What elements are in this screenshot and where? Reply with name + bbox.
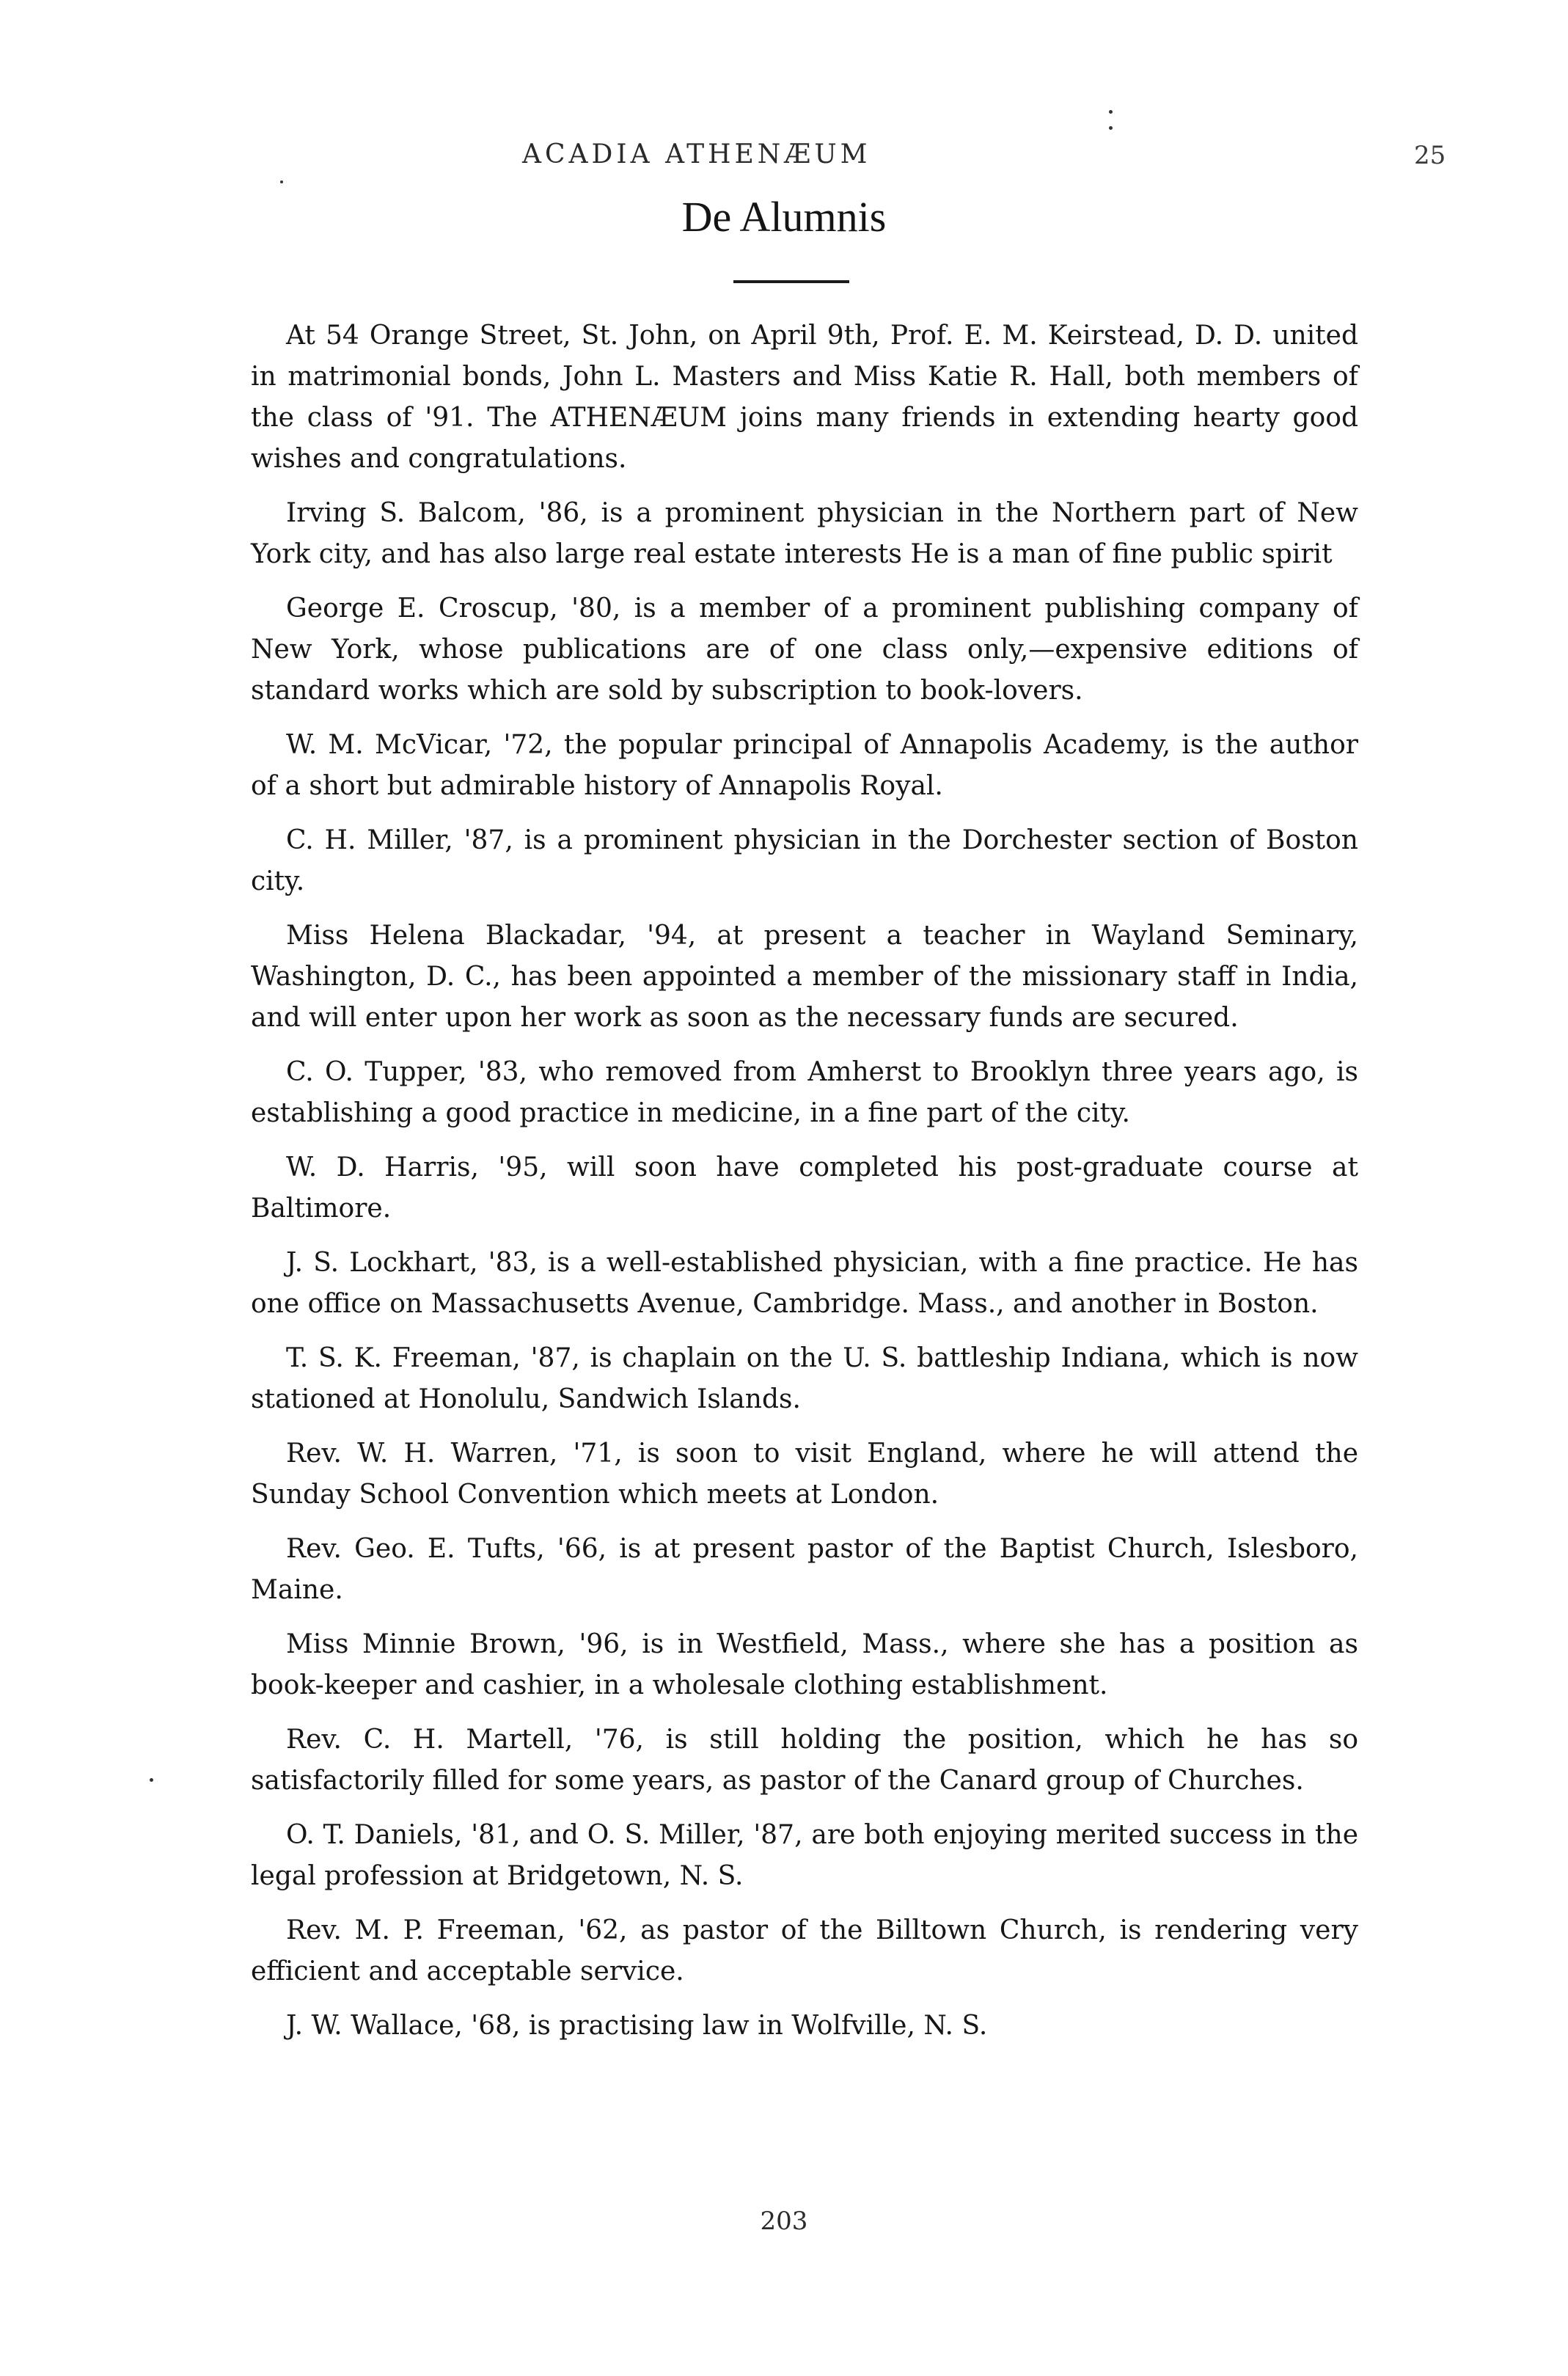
alumni-note: Rev. C. H. Martell, '76, is still holding the position, which he has so satisfactorily filled for some years, as pastor of the Canard group of Churches. [251,1725,1358,1796]
alumni-note: J. W. Wallace, '68, is practising law in Wolfville, N. S. [286,2011,988,2041]
alumni-note: C. O. Tupper, '83, who removed from Amherst to Brooklyn three years ago, is establishing a good practice in medicine, in a fine part of the city. [251,1057,1358,1128]
print-speck [1109,126,1113,130]
print-speck [280,180,283,183]
alumni-note: George E. Croscup, '80, is a member of a prominent publishing company of New York, whose publications are of one class only,—expensive editions of standard works which are sold by subscription to book-lovers. [251,593,1358,706]
alumni-note: Rev. M. P. Freeman, '62, as pastor of the Billtown Church, is rendering very efficient and acceptable service. [251,1915,1358,1986]
alumni-note: Rev. Geo. E. Tufts, '66, is at present pastor of the Baptist Church, Islesboro, Maine. [251,1534,1358,1605]
alumni-note: J. S. Lockhart, '83, is a well-established physician, with a fine practice. He has one office on Massachusetts Avenue, Cambridge. Mass., and another in Boston. [251,1248,1358,1319]
alumni-notes [251,315,1358,2060]
running-head [0,139,1568,183]
section-title: De Alumnis [681,193,887,241]
title-rule [733,280,849,283]
journal-title: ACADIA ATHENÆUM [522,139,871,169]
page-number: 25 [1414,141,1446,170]
alumni-note: At 54 Orange Street, St. John, on April 9th, Prof. E. M. Keirstead, D. D. united in matrimonial bonds, John L. Masters and Miss Katie R. Hall, both members of the class of '91. The ATHENÆUM joins many friends in extending hearty good wishes and congratulations. [251,321,1358,474]
alumni-note: Rev. W. H. Warren, '71, is soon to visit England, where he will attend the Sunday School Convention which meets at London. [251,1439,1358,1510]
alumni-note: Irving S. Balcom, '86, is a prominent physician in the Northern part of New York city, and has also large real estate interests He is a man of fine public spirit [251,498,1358,569]
alumni-note: C. H. Miller, '87, is a prominent physician in the Dorchester section of Boston city. [251,825,1358,896]
print-speck [1109,110,1113,114]
alumni-note: W. M. McVicar, '72, the popular principal of Annapolis Academy, is the author of a short but admirable history of Annapolis Royal. [251,730,1358,801]
alumni-note: O. T. Daniels, '81, and O. S. Miller, '87, are both enjoying merited success in the legal profession at Bridgetown, N. S. [251,1820,1358,1891]
alumni-note: T. S. K. Freeman, '87, is chaplain on the U. S. battleship Indiana, which is now stationed at Honolulu, Sandwich Islands. [251,1343,1358,1414]
print-speck [150,1778,153,1782]
alumni-note: Miss Helena Blackadar, '94, at present a teacher in Wayland Seminary, Washington, D. C., has been appointed a member of the missionary staff in India, and will enter upon her work as soon as the necessary funds are secured. [251,921,1358,1033]
alumni-note: Miss Minnie Brown, '96, is in Westfield, Mass., where she has a position as book-keeper and cashier, in a wholesale clothing establishment. [251,1629,1358,1700]
folio-number: 203 [760,2207,808,2236]
alumni-note: W. D. Harris, '95, will soon have completed his post-graduate course at Baltimore. [251,1152,1358,1224]
